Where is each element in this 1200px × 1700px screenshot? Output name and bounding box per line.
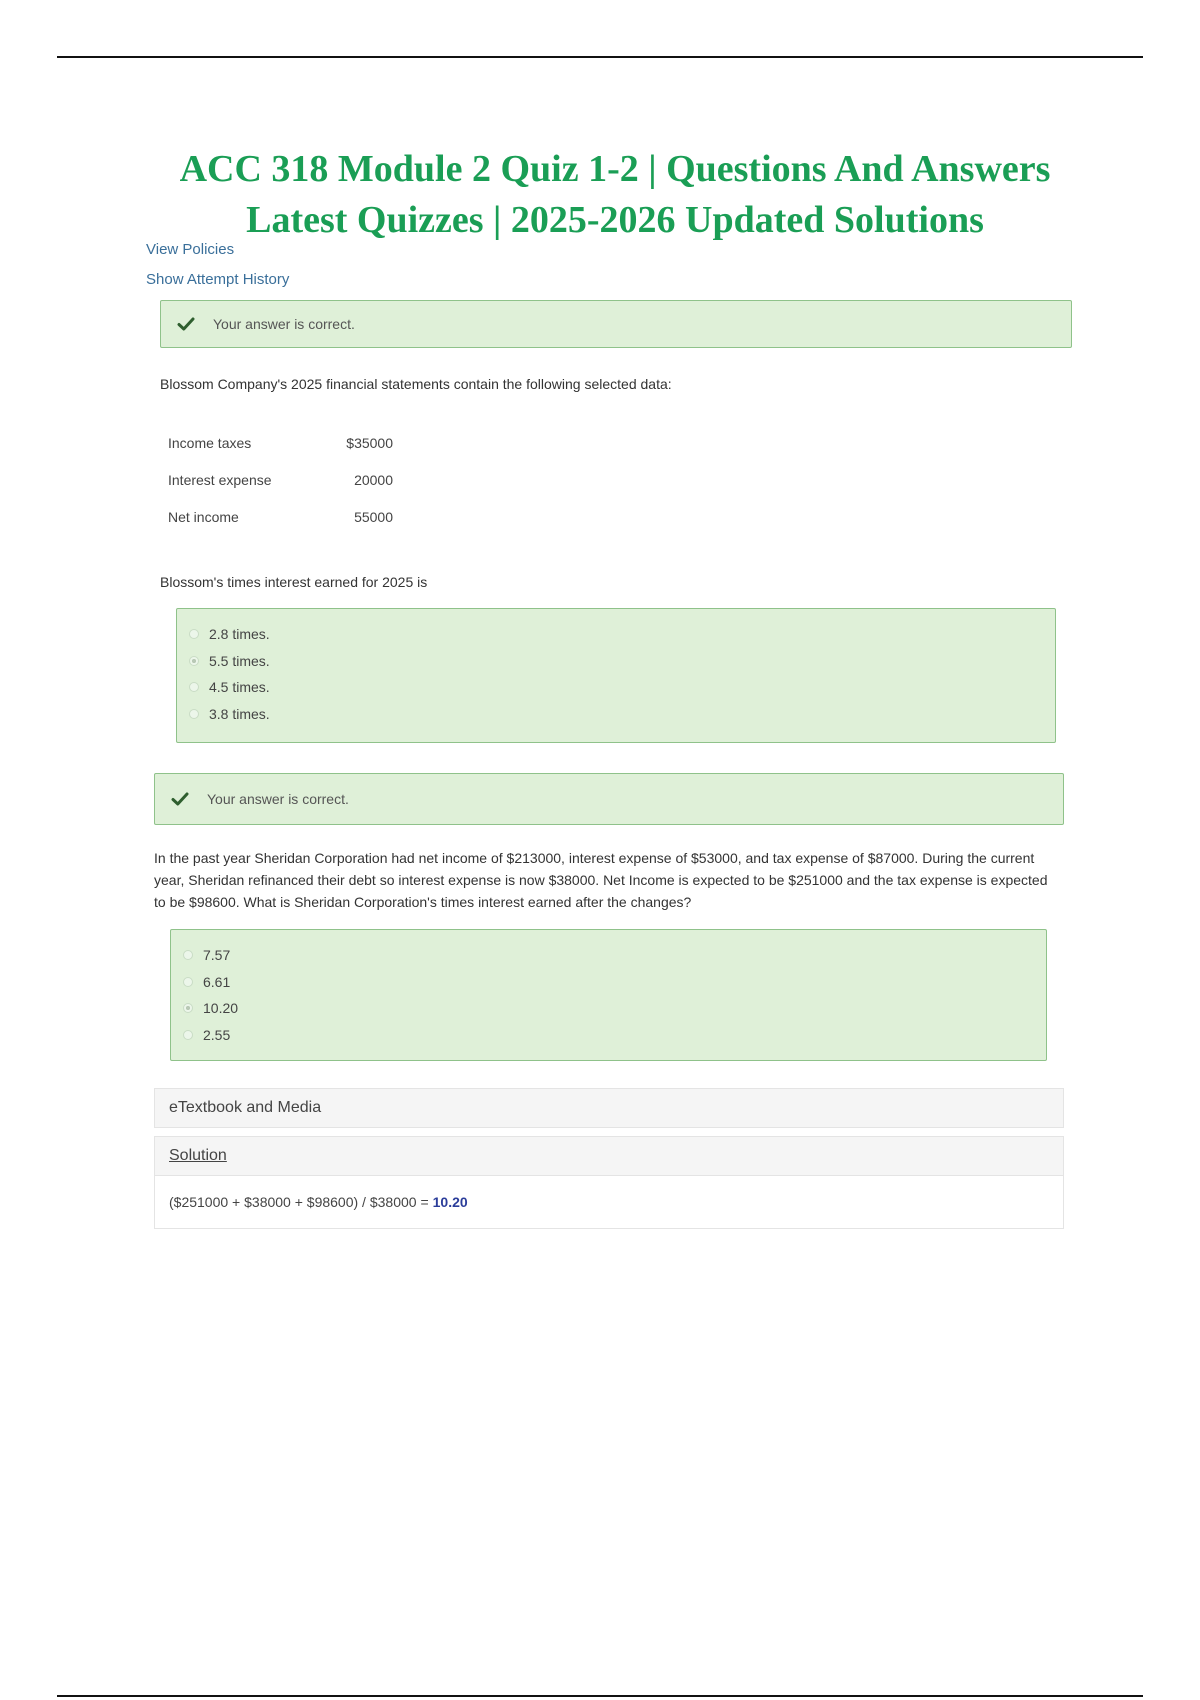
q2-option[interactable] (171, 1022, 1046, 1049)
show-attempt-history-link[interactable]: Show Attempt History (146, 271, 290, 288)
top-rule (57, 56, 1143, 58)
q1-status-text: Your answer is correct. (213, 316, 355, 332)
q1-option[interactable] (177, 621, 1055, 648)
q2-option[interactable] (171, 969, 1046, 996)
row-label: Income taxes (168, 434, 252, 451)
bottom-rule (57, 1695, 1143, 1697)
etextbook-media-panel[interactable] (154, 1088, 1064, 1128)
option-label: 7.57 (203, 947, 231, 964)
table-row (168, 498, 393, 535)
financial-data-table (168, 424, 393, 535)
radio-button-selected[interactable] (189, 656, 199, 666)
solution-answer: 10.20 (432, 1194, 468, 1210)
table-row (168, 461, 393, 498)
row-label: Net income (168, 508, 239, 525)
q2-correct-banner (154, 773, 1064, 825)
option-label: 4.5 times. (209, 679, 270, 696)
q2-status-text: Your answer is correct. (207, 791, 349, 807)
option-label: 10.20 (203, 1000, 239, 1017)
etextbook-label: eTextbook and Media (169, 1099, 322, 1116)
q2-option[interactable] (171, 942, 1046, 969)
option-label: 5.5 times. (209, 652, 270, 669)
solution-body (154, 1176, 1064, 1229)
solution-formula: ($251000 + $38000 + $98600) / $38000 = (169, 1194, 429, 1210)
radio-button[interactable] (189, 709, 199, 719)
row-label: Interest expense (168, 471, 272, 488)
checkmark-icon (177, 315, 195, 333)
q1-options-box (176, 608, 1056, 743)
radio-button[interactable] (183, 1030, 193, 1040)
radio-button[interactable] (189, 629, 199, 639)
radio-button[interactable] (189, 682, 199, 692)
document-title (120, 144, 1110, 246)
radio-button[interactable] (183, 977, 193, 987)
radio-button-selected[interactable] (183, 1003, 193, 1013)
q2-option-selected[interactable] (171, 995, 1046, 1022)
q2-options-box (170, 929, 1047, 1061)
q1-option[interactable] (177, 674, 1055, 701)
q1-intro-text: Blossom Company's 2025 financial statements contain the following selected data: (160, 376, 672, 392)
option-label: 6.61 (203, 973, 231, 990)
q1-correct-banner (160, 300, 1072, 348)
solution-label: Solution (169, 1147, 227, 1164)
q1-prompt-text: Blossom's times interest earned for 2025 is (160, 574, 428, 590)
row-amount: 20000 (354, 471, 393, 488)
q1-option-selected[interactable] (177, 648, 1055, 675)
view-policies-link[interactable]: View Policies (146, 241, 235, 258)
solution-panel-header[interactable] (154, 1136, 1064, 1176)
q1-option[interactable] (177, 701, 1055, 728)
q2-prompt-text: In the past year Sheridan Corporation had net income of $213000, interest expense of $53000, and tax expense of $87000. During the current year, Sheridan refinanced their debt so interest expense is now $38000. Net Income is expected to be $251000 and the tax expense is expected to be $98600. What is Sheridan Corporation's times interest earned after the changes? (154, 850, 1048, 910)
checkmark-icon (171, 790, 189, 808)
row-amount: $35000 (346, 434, 393, 451)
option-label: 2.55 (203, 1026, 231, 1043)
title-line-1: ACC 318 Module 2 Quiz 1-2 | Questions And Answers (179, 148, 1051, 190)
table-row (168, 424, 393, 461)
option-label: 3.8 times. (209, 705, 270, 722)
row-amount: 55000 (354, 508, 393, 525)
option-label: 2.8 times. (209, 626, 270, 643)
title-line-2: Latest Quizzes | 2025-2026 Updated Solutions (246, 199, 984, 241)
radio-button[interactable] (183, 950, 193, 960)
